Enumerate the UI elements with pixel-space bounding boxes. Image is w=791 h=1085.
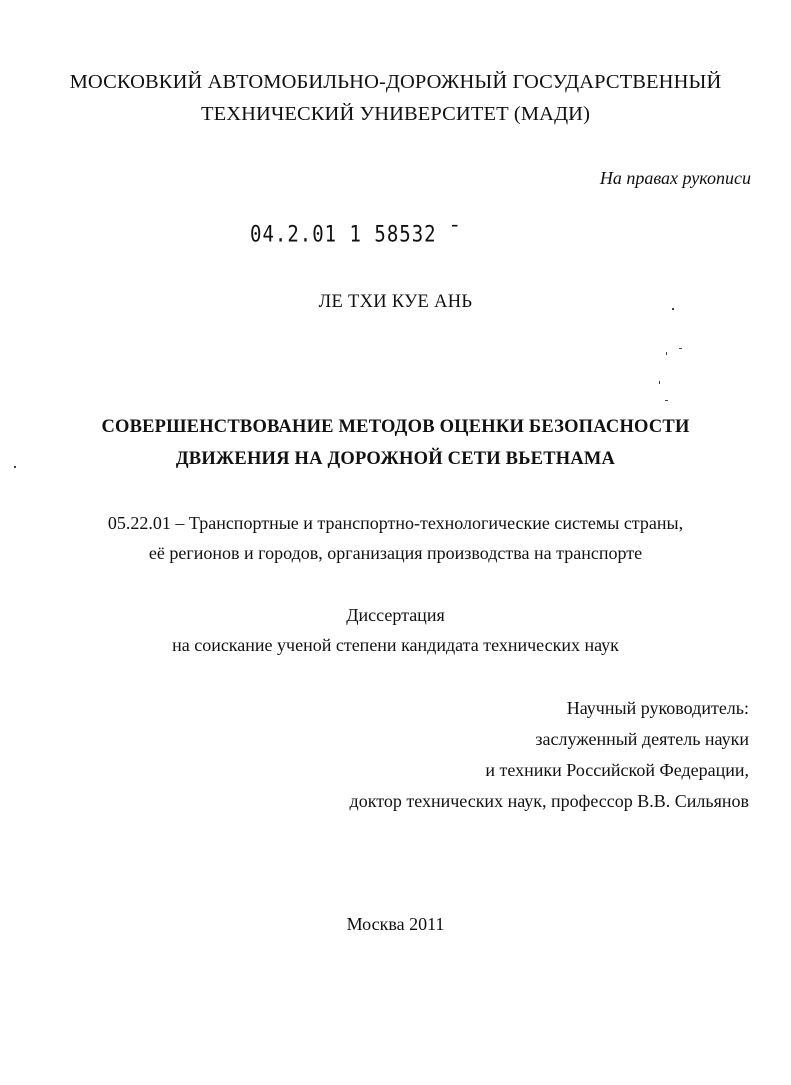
supervisor-title1: заслуженный деятель науки xyxy=(535,729,749,749)
scan-speck xyxy=(665,400,668,401)
university-name-line2: ТЕХНИЧЕСКИЙ УНИВЕРСИТЕТ (МАДИ) xyxy=(201,103,590,125)
specialty-line2: её регионов и городов, организация производства на транспорте xyxy=(148,543,643,563)
supervisor-title2: и техники Российской Федерации, xyxy=(485,760,749,780)
registration-stamp: 04.2.01 1 58532 ˉ xyxy=(250,222,462,248)
scan-speck xyxy=(666,352,667,355)
degree-description: на соискание ученой степени кандидата технических наук xyxy=(172,635,619,655)
scan-speck xyxy=(14,466,16,468)
degree-type: Диссертация xyxy=(346,605,445,625)
rights-note: На правах рукописи xyxy=(599,168,751,188)
dissertation-title-line2: ДВИЖЕНИЯ НА ДОРОЖНОЙ СЕТИ ВЬЕТНАМА xyxy=(175,449,616,469)
university-name-line1: МОСКОВКИЙ АВТОМОБИЛЬНО-ДОРОЖНЫЙ ГОСУДАРСТВЕННЫЙ xyxy=(69,71,722,93)
scan-speck xyxy=(672,308,674,310)
author-name: ЛЕ ТХИ КУЕ АНЬ xyxy=(318,292,473,312)
supervisor-name: доктор технических наук, профессор В.В. Сильянов xyxy=(349,791,749,811)
city-year: Москва 2011 xyxy=(346,914,445,934)
specialty-line1: 05.22.01 – Транспортные и транспортно-технологические системы страны, xyxy=(107,513,684,533)
scan-speck xyxy=(679,348,682,349)
dissertation-title-line1: СОВЕРШЕНСТВОВАНИЕ МЕТОДОВ ОЦЕНКИ БЕЗОПАСНОСТИ xyxy=(101,417,690,437)
supervisor-heading: Научный руководитель: xyxy=(566,698,749,718)
scan-speck xyxy=(659,381,660,384)
